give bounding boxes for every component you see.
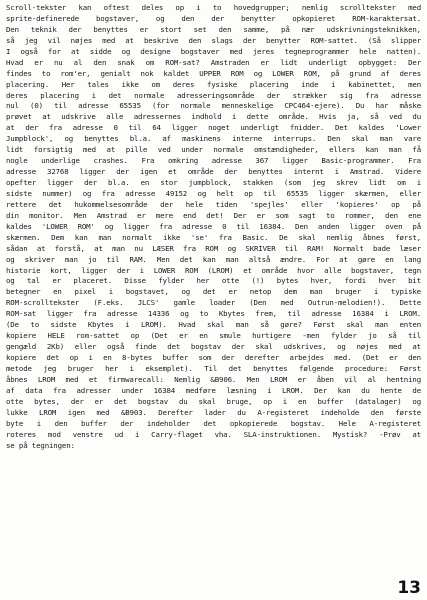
text-line: kopiere HELE rom-sattet op (Det er en smule hurtigere -men fylder jo så til xyxy=(6,331,421,341)
text-line: sådan at forstå, at man nu LÆSER fra ROM og SKRIVER til RAM! Normalt bade læser xyxy=(6,243,421,253)
text-line: skærmen. Dem kan man normalt ikke 'se' fra Basic. De skal nemlig åbnes først, xyxy=(6,232,421,242)
text-line: nogle underlige crashes. Fra omkring adresse 367 ligger Basic-programmer. Fra xyxy=(6,156,421,166)
text-line: kaldes 'LOWER ROM' og ligger fra adresse 0 til 16384. Den anden ligger oven på xyxy=(6,221,421,231)
text-line: lidt forsigtig med at pille ved under normale omstændigheder, ellers kan man få xyxy=(6,145,421,155)
text-line: prøvet at udskrive alle adressernes indhold i dette område. Hvis ja, så ved du xyxy=(6,112,421,122)
text-line: rettere det hukommelsesområde der hele tiden 'spejles' eller 'kopieres' op på xyxy=(6,199,421,209)
text-line: byte i den buffer der indeholder det opkopierede bogstav. Hele A-registeret xyxy=(6,418,421,428)
text-line: gengæld 2Kb) eller også finde det bogstav der skal udskrives, og nøjes med at xyxy=(6,342,421,352)
text-line: I også for at sidde og designe bogstaver med jeres tegneprogrammer hele natten). xyxy=(6,46,421,56)
text-line: åbnes LROM med et firmwarecall: Nemlig &B906. Men LROM er åben vil al hentning xyxy=(6,374,421,384)
text-line: af data fra adresser under 16384 medføre læsning i LROM. Der kan du hente de xyxy=(6,385,421,395)
text-line: lukke LROM igen med &B903. Derefter lader du A-registeret indeholde den første xyxy=(6,407,421,417)
page-number: 13 xyxy=(397,578,421,598)
text-line: betegner en pixel i bogstavet, og det er netop dem man bruger i typiske xyxy=(6,287,421,297)
body-text xyxy=(6,3,421,451)
text-line: Hvad er nu al den snak om ROM-sat? Amstraden er lidt underligt opbygget: Der xyxy=(6,57,421,67)
text-line: kopiere det op i en 8-bytes buffer som der derefter arbejdes med. (Det er den xyxy=(6,353,421,362)
text-line: opefter ligger der bl.a. en stor jumpblock, stakken (som jeg skrev lidt om i xyxy=(6,178,421,187)
text-line: placering. Her tales ikke om deres fysiske placering inde i kabinettet, men xyxy=(6,79,421,89)
text-line: din monitor. Men Amstrad er mere end det! Der er som sagt to rommer, den ene xyxy=(6,210,421,220)
text-line: otte bytes, der er det bogstav du skal bruge, op i en buffer (datalager) og xyxy=(6,396,421,406)
text-line: så jeg vil nøjes med at beskrive den slags der benytter ROM-sattet. (Så slipper xyxy=(6,35,421,45)
text-line: Scroll-tekster kan oftest deles op i to hovedgrupper; nemlig scrolltekster med xyxy=(6,3,421,12)
text-line: adresse 32768 ligger der igen et område der benyttes internt i Amstrad. Videre xyxy=(6,167,421,177)
text-line: Den teknik der benyttes er stort set den samme, på nær udskrivningsteknikken, xyxy=(6,24,421,34)
text-line: ROM-sat ligger fra adresse 14336 og to Kbytes frem, til adresse 16384 i LROM. xyxy=(6,309,421,319)
text-line: nul (0) til adresse 65535 (for normale menneskelige CPC464-ejere). Du har måske xyxy=(6,101,421,111)
text-line: (De to sidste Kbytes i LROM). Hvad skal man så gøre? Først skal man enten xyxy=(6,320,421,330)
text-line: sprite-definerede bogstaver, og den der benytter opkopieret ROM-karaktersat. xyxy=(6,13,421,23)
text-line: roteres mod venstre ud i Carry-flaget vha. SLA-instruktionen. Mystisk? -Prøv at xyxy=(6,429,421,439)
text-line: at der fra adresse 0 til 64 ligger noget underligt fnidder. Det kaldes 'Lower xyxy=(6,123,421,133)
text-line: metode jeg bruger her i eksemplet). Til det benyttes følgende procedure: Først xyxy=(6,363,421,373)
text-line: historie kort, ligger der i LOWER ROM (LROM) et område hvor alle bogstaver, tegn xyxy=(6,265,421,275)
text-line: og skriver man jo til RAM. Men det kan man altså ændre. For at gøre en lang xyxy=(6,254,421,264)
text-line: deres placering i det normale adresseringsområde der strækker sig fra adresse xyxy=(6,90,421,100)
text-line: se på tegningen: xyxy=(6,440,75,450)
text-line: og tal er placeret. Disse fylder her otte (!) bytes hver, fordi hver bit xyxy=(6,276,421,286)
text-line: ROM-scrolltekster (F.eks. JLCS' gamle loader (Den med Outrun-melodien!). Dette xyxy=(6,298,421,308)
text-line: Jumpblock', og benyttes bl.a. af maskinens interne interrups. Den skal man vare xyxy=(6,134,421,144)
text-line: sidste nummer) og fra adresse 49152 og helt op til 65535 ligger skærmen, eller xyxy=(6,188,421,198)
text-line: findes to rom'er, genialt nok kaldet UPPER ROM og LOWER ROM, på grund af deres xyxy=(6,68,421,78)
